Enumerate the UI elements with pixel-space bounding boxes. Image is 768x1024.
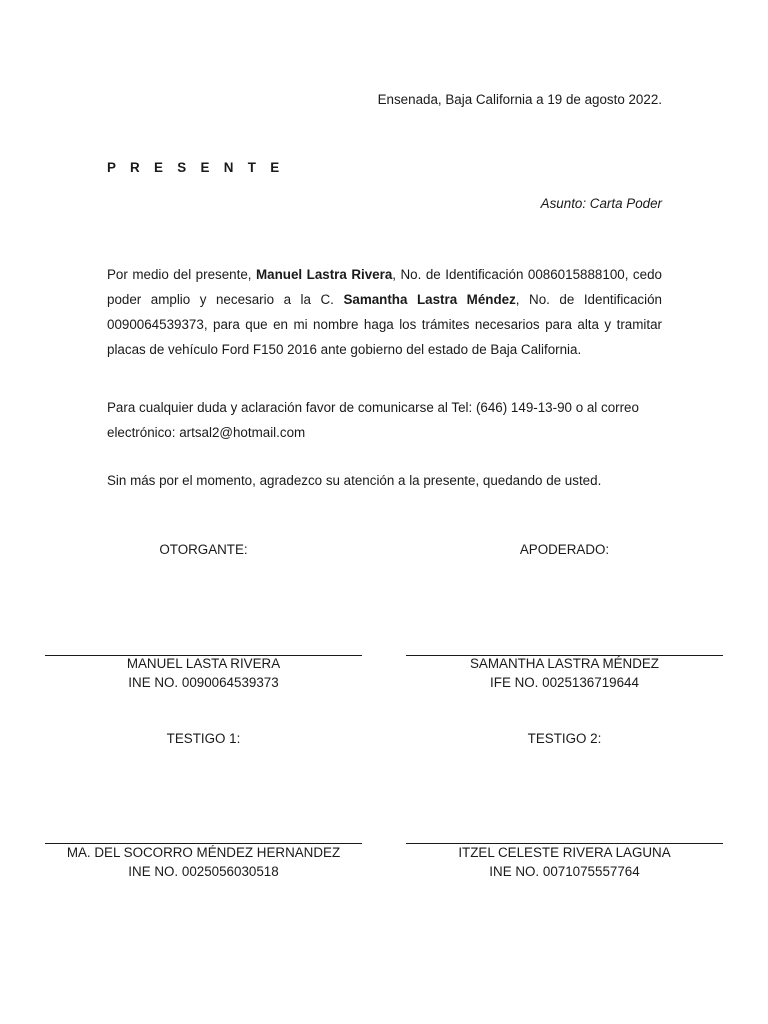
grantor-name: Manuel Lastra Rivera	[256, 267, 393, 282]
apoderado-name: SAMANTHA LASTRA MÉNDEZ	[470, 656, 659, 671]
date-line: Ensenada, Baja California a 19 de agosto 2022.	[377, 92, 662, 107]
otorgante-id: INE NO. 0090064539373	[128, 675, 279, 690]
p1-text-a: Por medio del presente,	[107, 267, 257, 282]
testigo2-id: INE NO. 0071075557764	[489, 864, 640, 879]
attorney-name: Samantha Lastra Méndez	[343, 292, 516, 307]
testigo1-id: INE NO. 0025056030518	[128, 864, 279, 879]
p1-text-b: , No. de Identificación 0086015888100, cedo poder amplio y necesario a la C.	[107, 267, 662, 307]
subject-line: Asunto: Carta Poder	[540, 196, 662, 211]
body-paragraph-1	[107, 262, 662, 362]
closing-paragraph: Sin más por el momento, agradezco su atención a la presente, quedando de usted.	[107, 473, 602, 488]
apoderado-signature-block	[406, 654, 723, 692]
body-paragraph-2: Para cualquier duda y aclaración favor de comunicarse al Tel: (646) 149-13-90 o al correo electrónico: artsal2@hotmail.com	[107, 400, 639, 440]
apoderado-id: IFE NO. 0025136719644	[490, 675, 639, 690]
p1-text-c: , No. de Identificación 0090064539373, para que en mi nombre haga los trámites necesarios para alta y tramitar placas de vehículo Ford F150 2016 ante gobierno del estado de Baja California.	[107, 292, 663, 357]
otorgante-name: MANUEL LASTA RIVERA	[126, 656, 281, 671]
testigo1-role-label: TESTIGO 1:	[166, 731, 241, 746]
testigo1-signature-block	[45, 843, 362, 881]
testigo2-role-label: TESTIGO 2:	[527, 731, 602, 746]
otorgante-signature-block	[45, 654, 362, 692]
otorgante-role-label: OTORGANTE:	[159, 542, 248, 557]
testigo1-name: MA. DEL SOCORRO MÉNDEZ HERNANDEZ	[66, 845, 341, 860]
salutation: P R E S E N T E	[107, 160, 285, 175]
apoderado-role-label: APODERADO:	[519, 542, 610, 557]
testigo2-name: ITZEL CELESTE RIVERA LAGUNA	[458, 845, 671, 860]
testigo2-signature-block	[406, 843, 723, 881]
